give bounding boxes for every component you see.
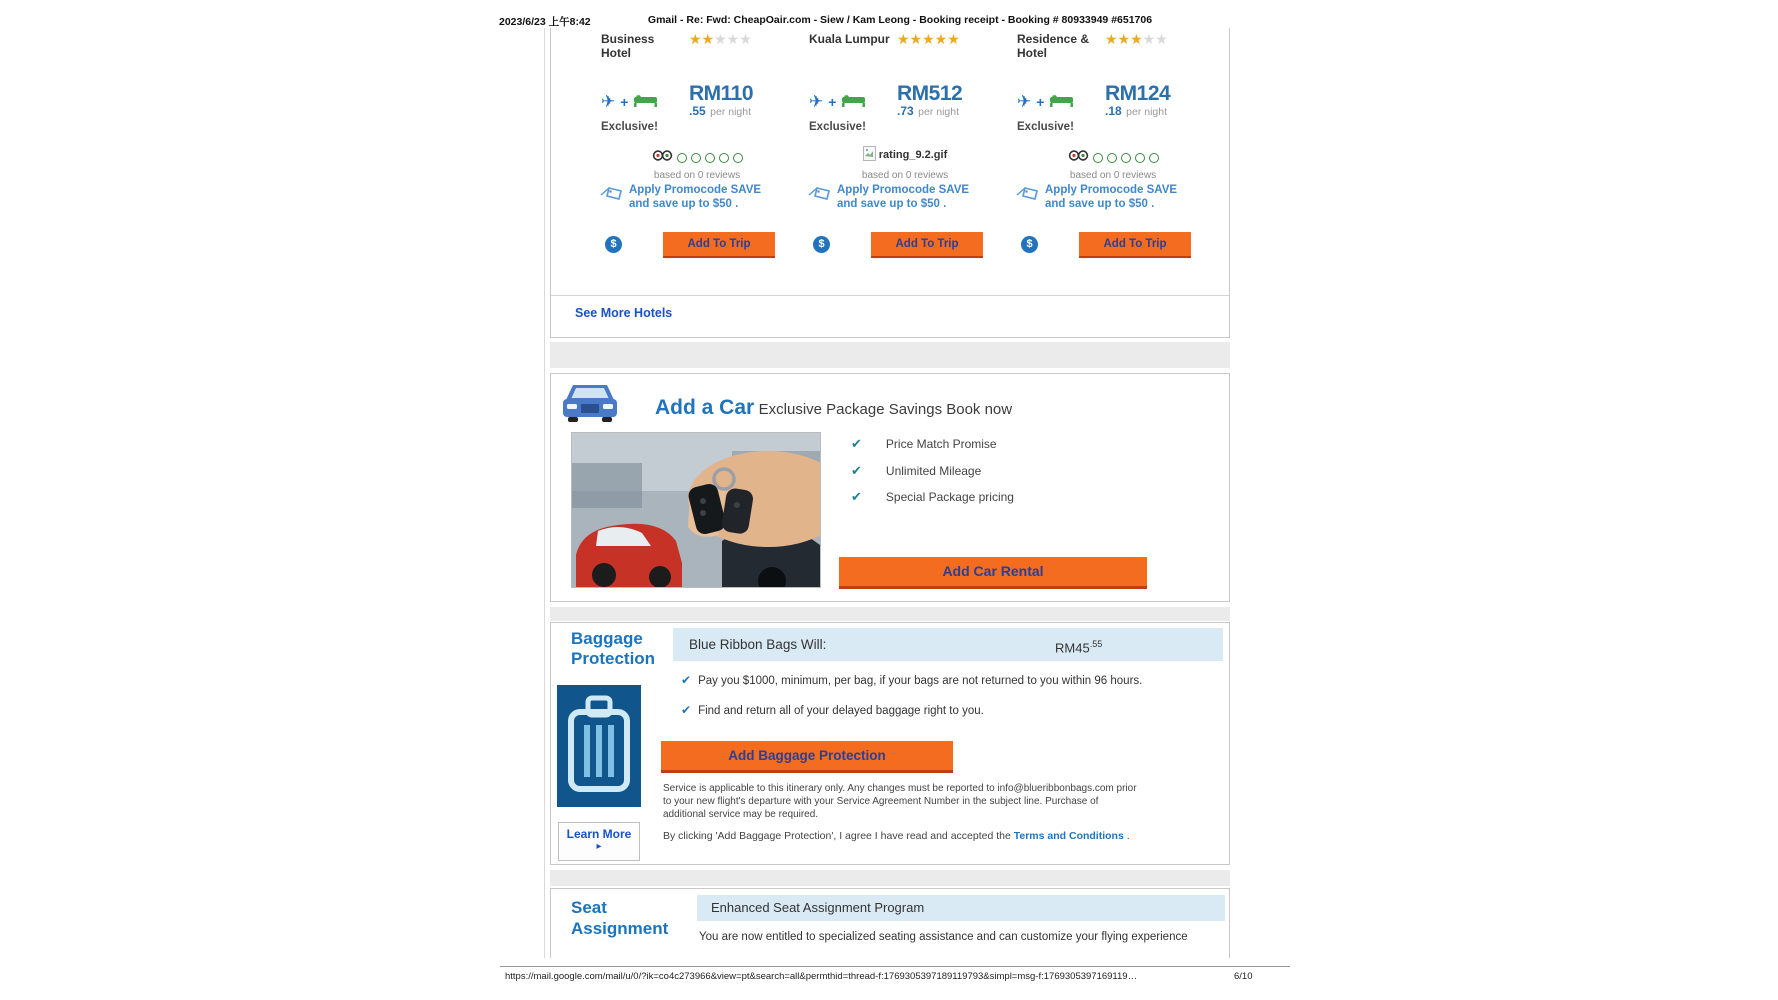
per-night-label: per night [1126,106,1168,118]
baggage-protection-heading: Baggage Protection [571,629,656,668]
add-car-heading: Add a Car [655,396,755,419]
bed-icon [633,93,658,112]
dollar-icon: $ [1021,236,1038,253]
tag-icon [807,184,832,211]
page-number: 6/10 [1234,971,1253,982]
price [689,83,753,120]
tripadvisor-owl-icon [1068,149,1089,167]
footer-url: https://mail.google.com/mail/u/0/?ik=co4c273966&view=pt&search=all&permthid=thread-f:1769305397189119793&simpl=msg-f:1769305397169119… [505,971,1138,982]
flight-plus-hotel-icons [809,92,866,112]
exclusive-label: Exclusive! [601,121,658,133]
promocode-link[interactable]: Apply Promocode SAVE and save up to $50 . [599,184,761,211]
promocode-link[interactable]: Apply Promocode SAVE and save up to $50 . [807,184,969,211]
section-gap [550,607,1230,621]
check-icon: ✔ [851,489,862,504]
baggage-benefit-item: ✔ Find and return all of your delayed baggage right to you. [681,703,984,717]
hotel-card [807,28,1003,298]
price-cents: .73 [897,104,914,118]
rating-bubble [691,153,701,163]
plane-icon: ✈ [601,92,616,111]
promocode-link[interactable]: Apply Promocode SAVE and save up to $50 . [1015,184,1177,211]
hotel-card [599,28,795,298]
plus-icon: + [620,94,629,110]
add-car-subtitle: Exclusive Package Savings Book now [758,401,1013,418]
baggage-header-label: Blue Ribbon Bags Will: [689,637,827,652]
check-icon: ✔ [681,673,692,687]
car-feature-item: ✔ Special Package pricing [851,489,1014,504]
plane-icon: ✈ [1017,92,1032,111]
car-icon [561,380,619,431]
section-gap [550,342,1230,368]
tag-icon [1015,184,1040,211]
bed-icon [1049,93,1074,112]
price [897,83,962,120]
seat-header-bar [697,895,1225,921]
seat-description: You are now entitled to specialized seating assistance and can customize your flying experience [699,931,1188,943]
baggage-price: $RM45^{.55}$ [1055,639,1103,656]
rating-bubble [1093,153,1103,163]
add-car-section [550,373,1230,602]
price-cents: .18 [1105,104,1122,118]
check-icon: ✔ [851,463,862,478]
print-title: Gmail - Re: Fwd: CheapOair.com - Siew / Kam Leong - Booking receipt - Booking # 80933949 #651706 [647,14,1153,26]
broken-rating-image: rating_9.2.gif [807,146,1003,164]
flight-plus-hotel-icons [601,92,658,112]
add-to-trip-button[interactable]: Add To Trip [871,232,983,258]
rating-bubble [1149,153,1159,163]
baggage-benefit-item: ✔ Pay you $1000, minimum, per bag, if your bags are not returned to you within 96 hours. [681,673,1143,687]
baggage-fine-print: Service is applicable to this itinerary only. Any changes must be reported to info@blueribbonbags.com prior to your new flight's departure with your Service Agreement Number in the subject line. Purchase of additional service may be required. [663,783,1137,820]
add-to-trip-button[interactable]: Add To Trip [663,232,775,258]
footer-rule [500,966,1290,967]
star-rating: ★★★★★ [1105,31,1168,47]
per-night-label: per night [710,106,752,118]
plus-icon: + [828,94,837,110]
see-more-hotels-link[interactable]: See More Hotels [575,306,673,320]
plus-icon: + [1036,94,1045,110]
seat-header-label: Enhanced Seat Assignment Program [711,900,925,915]
add-to-trip-button[interactable]: Add To Trip [1079,232,1191,258]
rating-bubble [677,153,687,163]
per-night-label: per night [918,106,960,118]
rating-bubble [733,153,743,163]
tripadvisor-rating [1015,149,1211,167]
check-icon: ✔ [681,703,692,717]
hotel-card [1015,28,1211,298]
hotels-section [550,28,1230,338]
dollar-icon: $ [605,236,622,253]
rating-bubble [719,153,729,163]
exclusive-label: Exclusive! [809,121,866,133]
exclusive-label: Exclusive! [1017,121,1074,133]
add-car-rental-button[interactable]: Add Car Rental [839,557,1147,589]
print-date: 2023/6/23 上午8:42 [499,16,591,28]
review-count: based on 0 reviews [861,170,949,181]
section-gap [550,870,1230,886]
rating-bubble [705,153,715,163]
hotel-name: Kuala Lumpur [809,32,890,46]
add-car-title [655,396,1012,420]
baggage-price-cents: .55 [1089,639,1103,649]
review-count: based on 0 reviews [653,170,741,181]
hotel-name: Business Hotel [601,32,655,60]
email-left-border [544,28,545,958]
tripadvisor-rating [599,149,795,167]
plane-icon: ✈ [809,92,824,111]
price-amount: RM512 [897,82,963,105]
learn-more-button[interactable]: Learn More ▸ [558,822,640,861]
tag-icon [599,184,624,211]
seat-assignment-section [550,888,1230,958]
bed-icon [841,93,866,112]
dollar-icon: $ [813,236,830,253]
review-count: based on 0 reviews [1069,170,1157,181]
car-feature-item: ✔ Price Match Promise [851,436,997,451]
seat-assignment-heading: Seat Assignment [571,898,669,938]
baggage-protection-section [550,622,1230,865]
price-cents: .55 [689,104,706,118]
car-feature-item: ✔ Unlimited Mileage [851,463,982,478]
baggage-header-bar [673,628,1223,661]
rating-bubble [1107,153,1117,163]
baggage-agreement-line: By clicking 'Add Baggage Protection', I agree I have read and accepted the Terms and Conditions . [663,830,1130,842]
rating-bubble [1135,153,1145,163]
price-amount: RM110 [689,82,754,105]
learn-more-arrow-icon: ▸ [596,841,602,852]
tripadvisor-owl-icon [652,149,673,167]
star-rating: ★★★★★ [689,31,752,47]
add-baggage-protection-button[interactable]: Add Baggage Protection [661,741,953,773]
rating-bubble [1121,153,1131,163]
suitcase-icon [557,685,641,807]
broken-image-icon [863,146,876,164]
flight-plus-hotel-icons [1017,92,1074,112]
price [1105,83,1170,120]
terms-and-conditions-link[interactable]: Terms and Conditions [1013,830,1124,842]
divider [551,295,1229,296]
car-keys-photo [571,432,821,588]
star-rating: ★★★★★ [897,31,960,47]
hotel-name: Residence & Hotel [1017,32,1090,60]
check-icon: ✔ [851,436,862,451]
price-amount: RM124 [1105,82,1171,105]
